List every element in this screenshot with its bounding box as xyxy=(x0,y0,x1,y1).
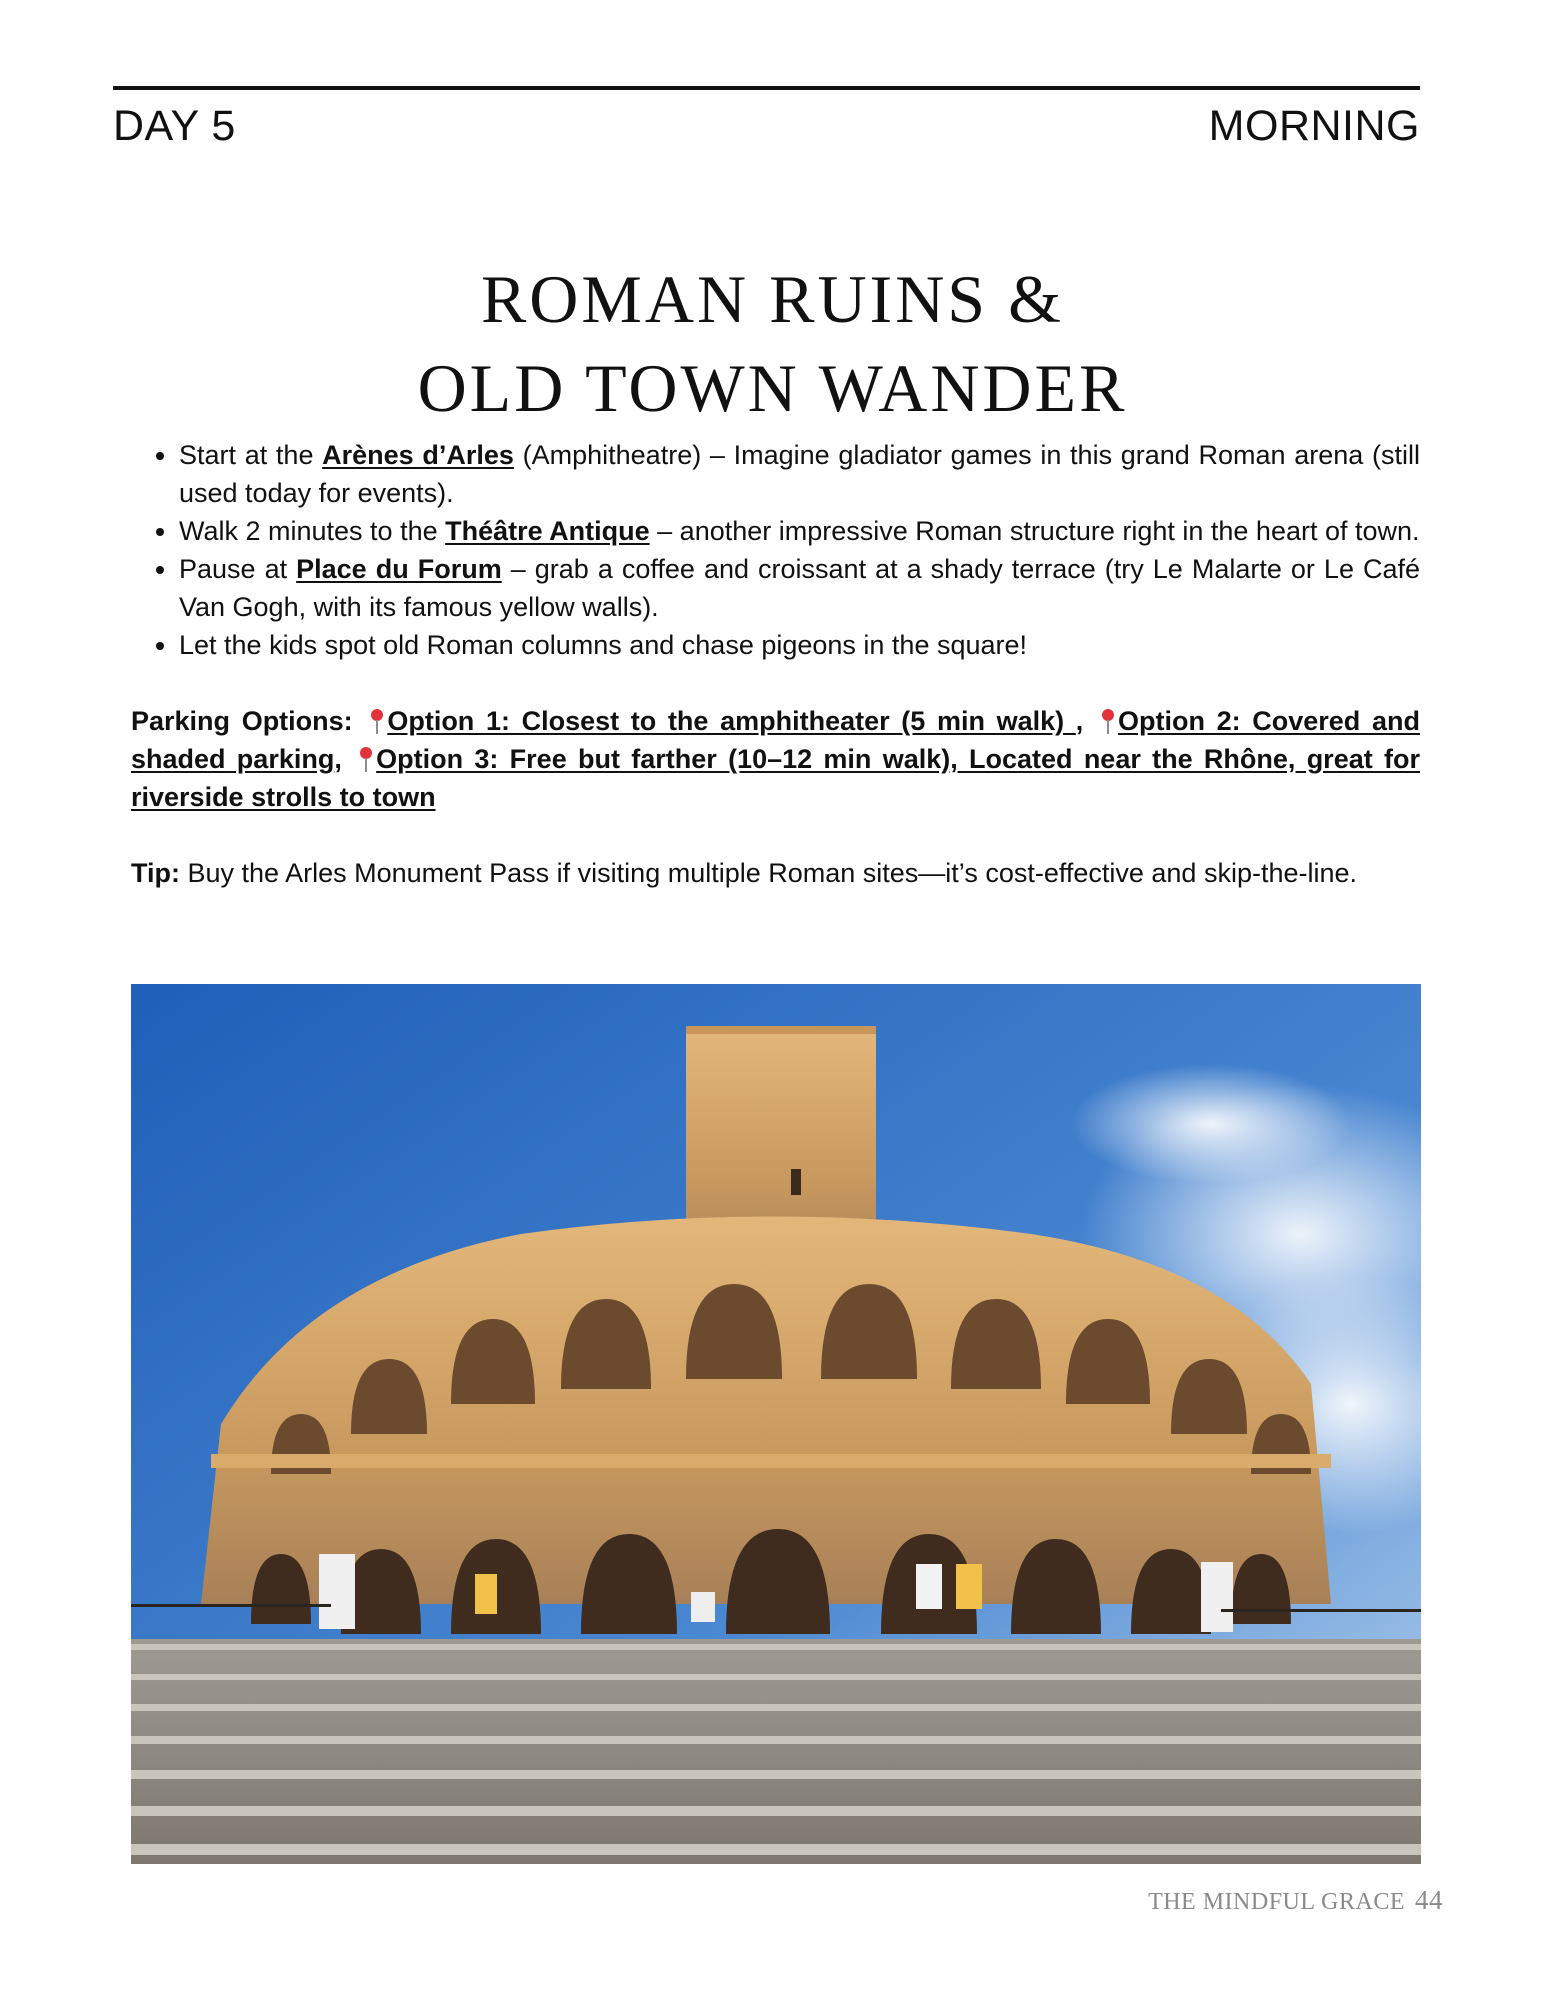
arena-photo xyxy=(131,984,1421,1864)
theatre-antique-link[interactable]: Théâtre Antique xyxy=(445,516,650,546)
arenes-link[interactable]: Arènes d’Arles xyxy=(322,440,514,470)
day-label: DAY 5 xyxy=(113,102,236,150)
map-pin-icon xyxy=(1101,707,1115,735)
list-item xyxy=(179,512,1420,550)
parking-option-3-link[interactable]: Option 3: Free but farther (10–12 min walk), Located near the Rhône, great for riverside strolls to town xyxy=(131,744,1420,812)
list-item xyxy=(179,626,1420,664)
tip-text: Buy the Arles Monument Pass if visiting multiple Roman sites—it’s cost-effective and skip-the-line. xyxy=(180,858,1358,888)
bullet-text: Let the kids spot old Roman columns and chase pigeons in the square! xyxy=(179,630,1028,660)
place-du-forum-link[interactable]: Place du Forum xyxy=(296,554,502,584)
page-title-line-1: ROMAN RUINS & xyxy=(480,261,1065,337)
brand-name: THE MINDFUL GRACE xyxy=(1148,1889,1405,1915)
parking-label: Parking Options: xyxy=(131,706,353,736)
list-item xyxy=(179,436,1420,512)
page-title-line-2: OLD TOWN WANDER xyxy=(417,350,1128,426)
separator: , xyxy=(1075,706,1084,736)
separator: , xyxy=(334,744,342,774)
map-pin-icon xyxy=(359,745,373,773)
tip-paragraph xyxy=(131,854,1420,892)
page-number: 44 xyxy=(1415,1885,1443,1915)
bullet-text: – grab a coffee and croissant at a shady terrace (try Le Malarte or Le Café Van Gogh, with its famous yellow walls). xyxy=(179,554,1421,622)
header-rule xyxy=(113,86,1420,90)
bullet-text: (Amphitheatre) – Imagine gladiator games in this grand Roman arena (still used today for events). xyxy=(179,440,1420,508)
parking-options xyxy=(131,702,1420,816)
parking-option-1-link[interactable]: Option 1: Closest to the amphitheater (5 min walk) xyxy=(387,706,1076,736)
parking-option-2-link[interactable]: Option 2: Covered and shaded parking xyxy=(131,706,1420,774)
activity-list xyxy=(131,436,1420,664)
list-item xyxy=(179,550,1420,626)
bullet-text: Start at the xyxy=(179,440,323,470)
itinerary-content xyxy=(131,436,1420,892)
page-footer xyxy=(1148,1885,1443,1916)
bullet-text: Pause at xyxy=(179,554,297,584)
bullet-text: – another impressive Roman structure right in the heart of town. xyxy=(649,516,1420,546)
tip-label: Tip: xyxy=(131,858,180,888)
period-label: MORNING xyxy=(1208,102,1420,150)
bullet-text: Walk 2 minutes to the xyxy=(179,516,446,546)
map-pin-icon xyxy=(370,707,384,735)
